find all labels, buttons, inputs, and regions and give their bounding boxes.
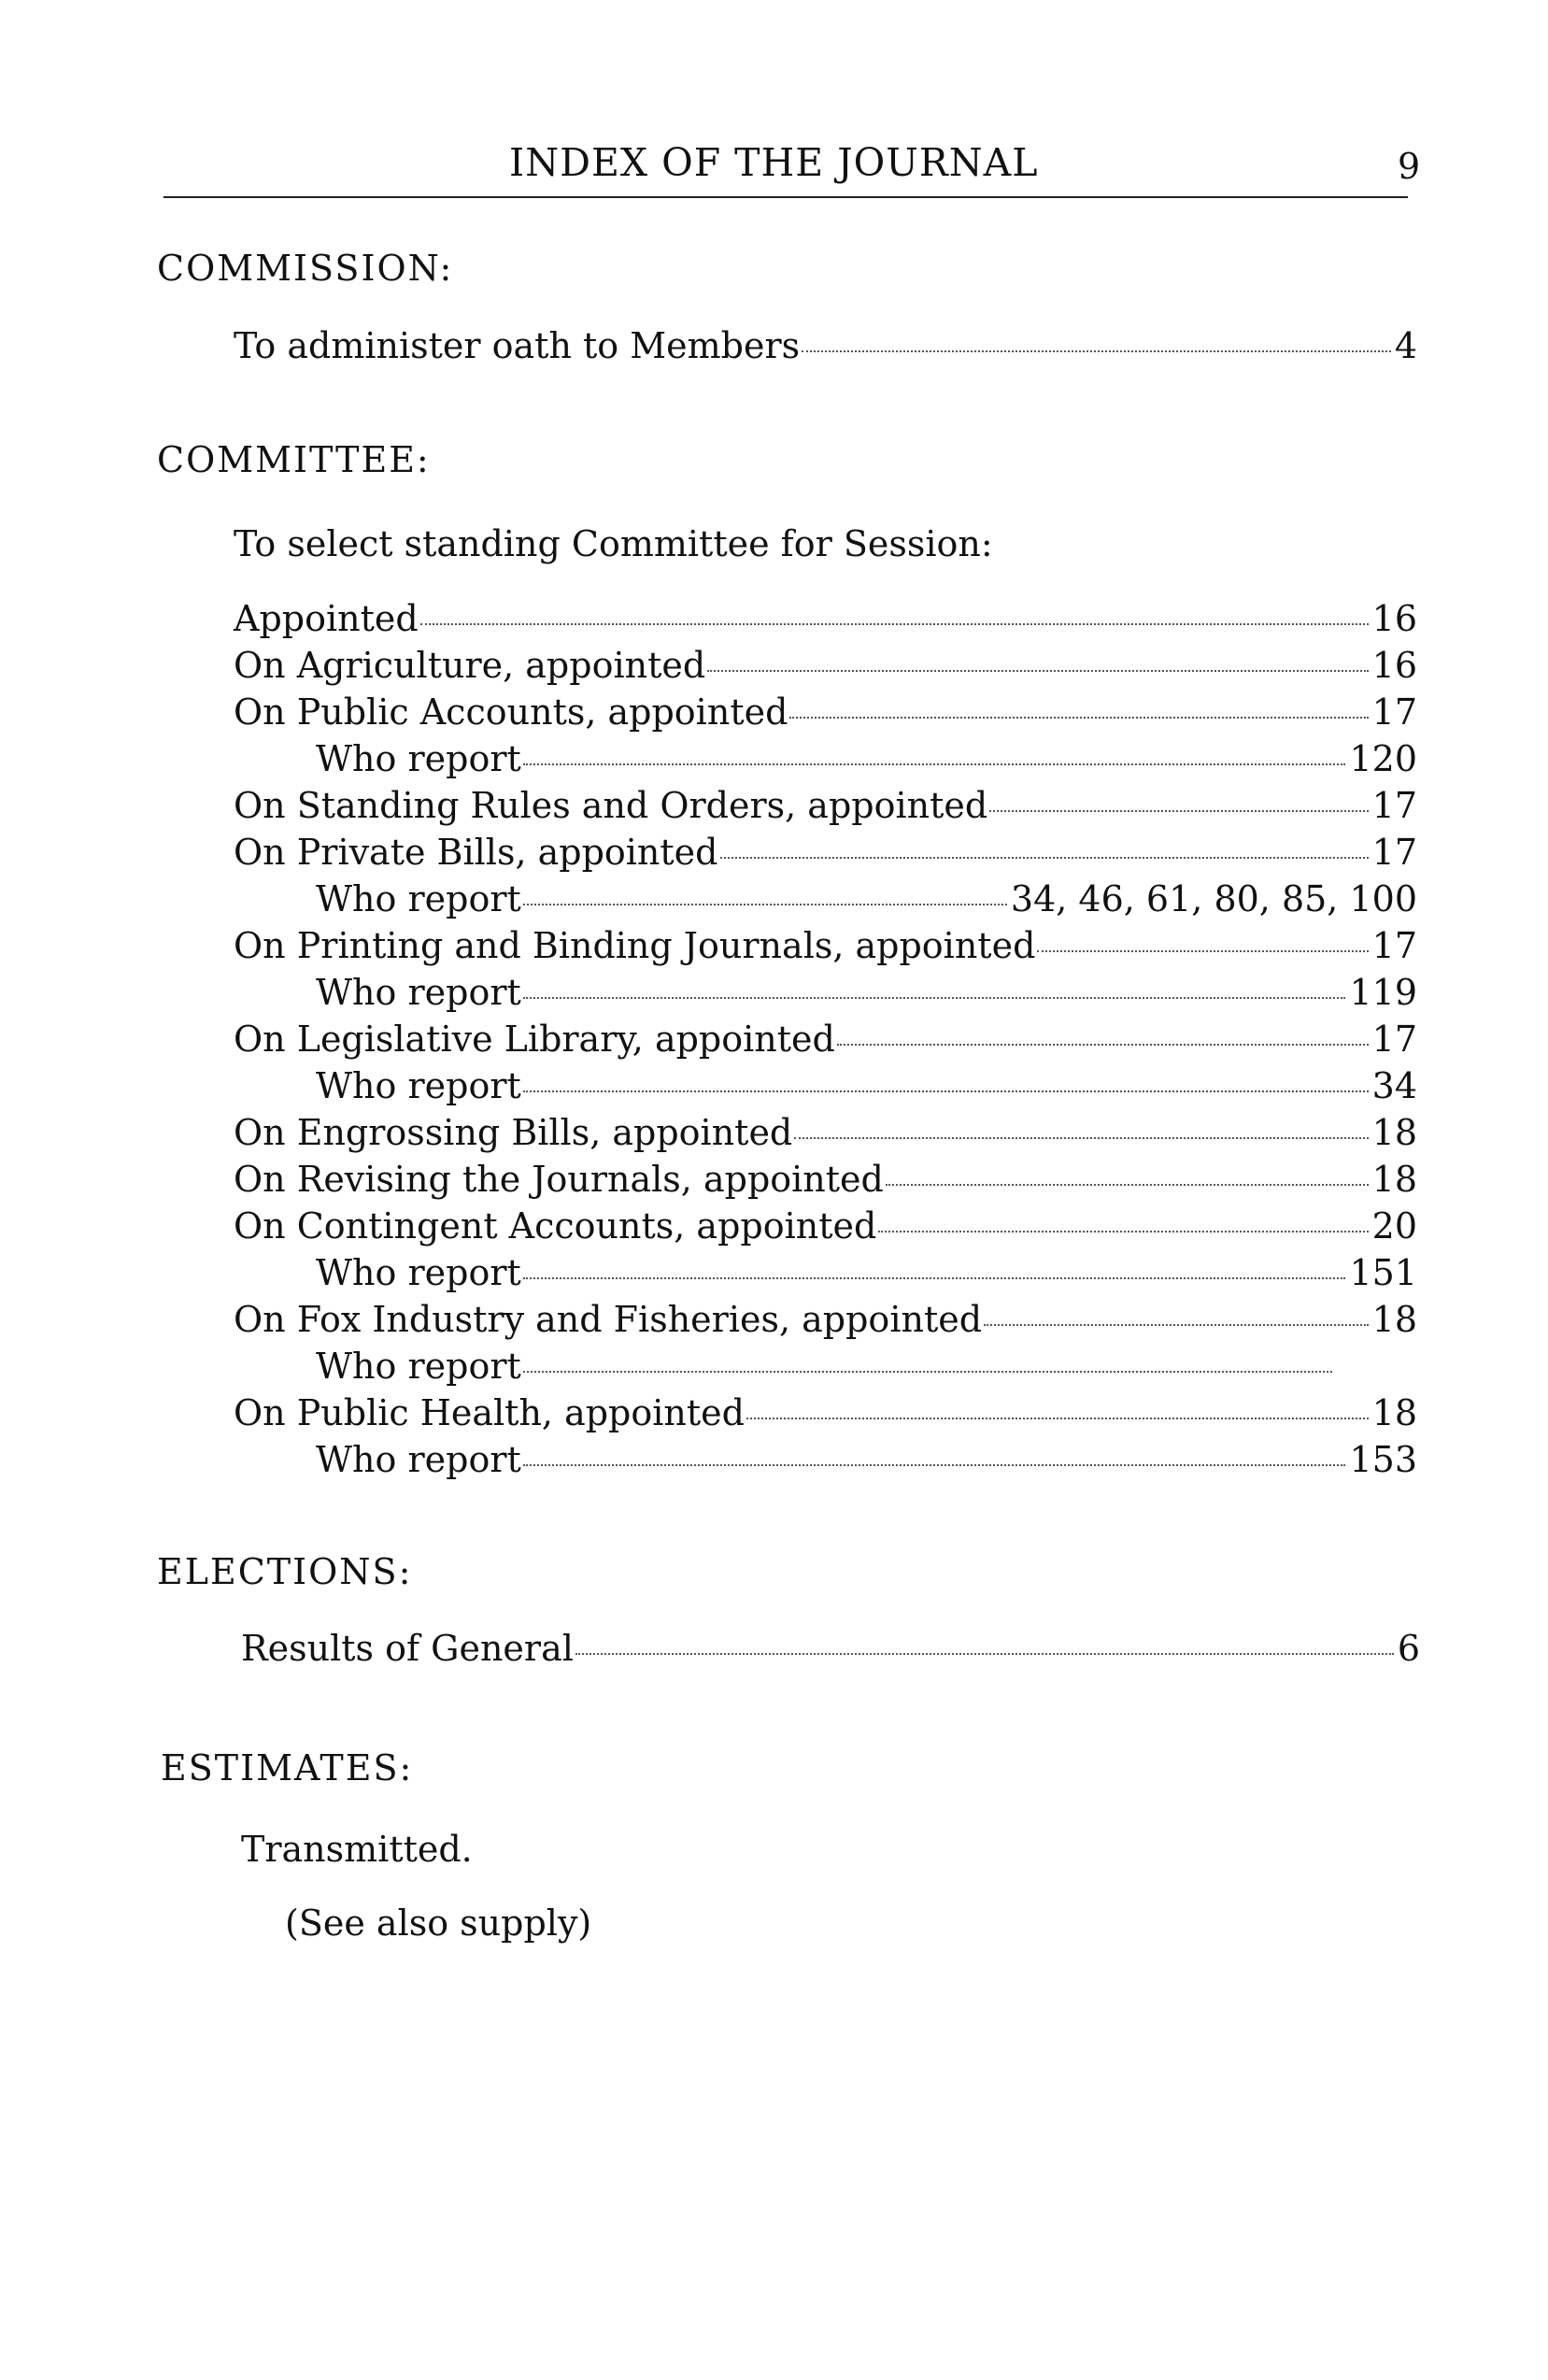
entry-label: On Engrossing Bills, appointed	[234, 1112, 793, 1153]
section-heading-estimates: ESTIMATES:	[161, 1747, 414, 1789]
dot-leader	[1037, 950, 1368, 952]
index-entry	[234, 785, 1417, 832]
dot-leader	[523, 1464, 1346, 1466]
index-entry	[234, 925, 1417, 972]
entry-label: On Printing and Binding Journals, appointed	[234, 925, 1036, 966]
dot-leader	[523, 763, 1346, 765]
index-subentry	[316, 1346, 1336, 1392]
entry-pages: 18	[1371, 1392, 1417, 1433]
entry-pages: 18	[1371, 1112, 1417, 1153]
index-entry	[234, 1205, 1417, 1252]
running-head	[0, 140, 1548, 196]
section-heading-elections: ELECTIONS:	[157, 1551, 413, 1592]
entry-pages: 151	[1349, 1252, 1417, 1293]
entry-pages: 17	[1371, 1019, 1417, 1060]
dot-leader	[794, 1137, 1368, 1139]
index-entry	[234, 1299, 1417, 1346]
entry-pages: 17	[1371, 925, 1417, 966]
entry-pages: 34	[1371, 1065, 1417, 1106]
entry-pages: 120	[1349, 738, 1417, 779]
entry-pages: 17	[1371, 832, 1417, 873]
entry-label: On Revising the Journals, appointed	[234, 1159, 884, 1200]
page-number: 9	[1398, 146, 1421, 187]
entry-pages: 16	[1371, 645, 1417, 686]
section-subheading: To select standing Committee for Session:	[234, 523, 993, 564]
index-entry	[234, 1392, 1417, 1439]
dot-leader	[837, 1044, 1369, 1046]
entry-pages: 18	[1371, 1159, 1417, 1200]
entry-pages: 17	[1371, 691, 1417, 733]
header-rule	[163, 196, 1408, 198]
entry-label: On Legislative Library, appointed	[234, 1019, 835, 1060]
index-entry	[234, 832, 1417, 878]
index-subentry	[316, 878, 1417, 925]
page-title: INDEX OF THE JOURNAL	[509, 140, 1039, 185]
entry-pages: 17	[1371, 785, 1417, 826]
entry-label: Appointed	[234, 598, 419, 639]
section-heading-commission: COMMISSION:	[157, 248, 454, 289]
entry-pages: 16	[1371, 598, 1417, 639]
entry-pages: 153	[1349, 1439, 1417, 1480]
entry-label: To administer oath to Members	[234, 325, 801, 366]
entry-pages: 4	[1394, 325, 1417, 366]
index-subentry	[316, 972, 1417, 1019]
index-entry	[234, 1112, 1417, 1159]
entry-label: Results of General	[241, 1628, 574, 1669]
index-subentry	[316, 1439, 1417, 1486]
entry-label: Who report	[316, 878, 521, 919]
dot-leader	[886, 1184, 1369, 1186]
index-entry	[241, 1628, 1420, 1675]
dot-leader	[989, 810, 1368, 812]
entry-label: On Contingent Accounts, appointed	[234, 1205, 877, 1247]
entry-label: Who report	[316, 738, 521, 779]
entry-label: On Private Bills, appointed	[234, 832, 718, 873]
dot-leader	[984, 1324, 1369, 1326]
dot-leader	[523, 1090, 1369, 1092]
entry-label: On Agriculture, appointed	[234, 645, 706, 686]
entry-label: Who report	[316, 1439, 521, 1480]
index-entry	[234, 691, 1417, 738]
index-entry	[234, 645, 1417, 691]
dot-leader	[523, 997, 1346, 999]
entry-label: On Fox Industry and Fisheries, appointed	[234, 1299, 983, 1340]
dot-leader	[575, 1653, 1394, 1655]
dot-leader	[523, 904, 1007, 905]
index-entry	[234, 598, 1417, 645]
entry-label: Who report	[316, 1346, 521, 1387]
index-entry	[234, 1019, 1417, 1065]
dot-leader	[878, 1231, 1368, 1233]
entry-pages: 20	[1371, 1205, 1417, 1247]
entry-label: On Public Health, appointed	[234, 1392, 745, 1433]
dot-leader	[707, 670, 1368, 672]
entry-pages: 18	[1371, 1299, 1417, 1340]
dot-leader	[802, 350, 1391, 352]
entry-pages: 6	[1397, 1628, 1420, 1669]
index-subentry	[316, 1065, 1417, 1112]
section-heading-committee: COMMITTEE:	[157, 439, 431, 480]
dot-leader	[523, 1277, 1346, 1279]
entry-label: On Standing Rules and Orders, appointed	[234, 785, 988, 826]
dot-leader	[523, 1371, 1332, 1373]
index-note: (See also supply)	[285, 1903, 592, 1944]
index-line: Transmitted.	[241, 1829, 473, 1870]
index-entry	[234, 1159, 1417, 1205]
entry-label: On Public Accounts, appointed	[234, 691, 788, 733]
index-subentry	[316, 738, 1417, 785]
index-subentry	[316, 1252, 1417, 1299]
entry-label: Who report	[316, 972, 521, 1013]
dot-leader	[789, 717, 1368, 719]
entry-label: Who report	[316, 1065, 521, 1106]
dot-leader	[720, 857, 1369, 859]
entry-pages: 119	[1349, 972, 1417, 1013]
entry-label: Who report	[316, 1252, 521, 1293]
index-entry	[234, 325, 1417, 372]
entry-pages: 34, 46, 61, 80, 85, 100	[1010, 878, 1417, 919]
dot-leader	[420, 623, 1369, 625]
dot-leader	[746, 1418, 1369, 1419]
